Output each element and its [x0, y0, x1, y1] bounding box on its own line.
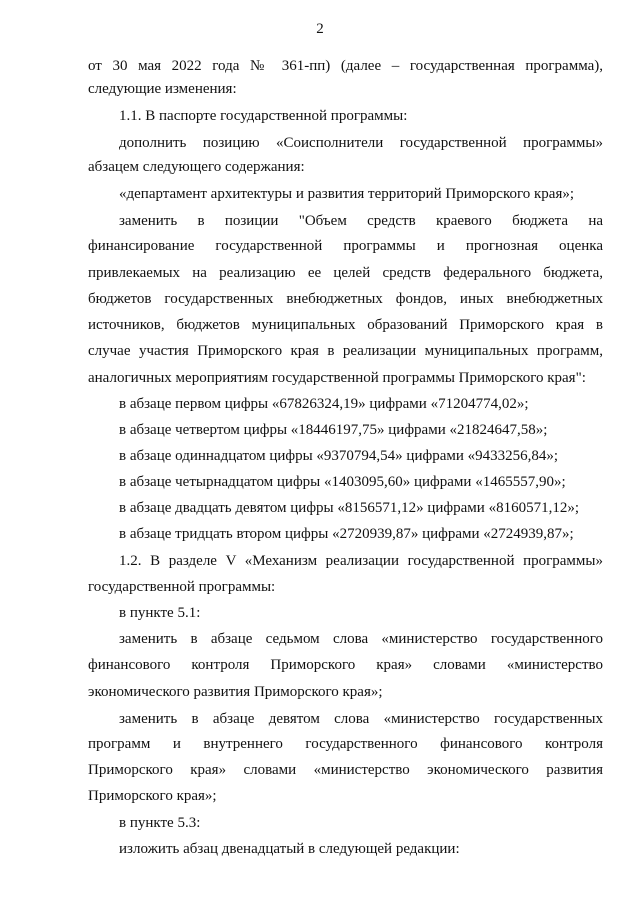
text-line: следующие изменения: [88, 81, 237, 97]
text-line: абзацем следующего содержания: [88, 159, 305, 175]
text-line: программ и внутреннего государственного финансового контроля [88, 736, 603, 752]
text-line: государственной программы: [88, 579, 276, 595]
text-line: в абзаце четырнадцатом цифры «1403095,60» цифрами «1465557,90»; [119, 474, 566, 490]
text-line: в абзаце тридцать втором цифры «2720939,87» цифрами «2724939,87»; [119, 526, 574, 542]
text-line: в абзаце двадцать девятом цифры «8156571,12» цифрами «8160571,12»; [119, 500, 579, 516]
text-line: источников, бюджетов муниципальных образований Приморского края в [88, 317, 603, 333]
text-line: изложить абзац двенадцатый в следующей редакции: [119, 841, 460, 857]
text-line: случае участия Приморского края в реализации муниципальных программ, [88, 343, 603, 359]
text-line: 1.2. В разделе V «Механизм реализации государственной программы» [119, 553, 603, 569]
text-line: Приморского края» словами «министерство экономического развития [88, 762, 603, 778]
text-line: в абзаце первом цифры «67826324,19» цифрами «71204774,02»; [119, 396, 529, 412]
text-line: 1.1. В паспорте государственной программы: [119, 108, 408, 124]
text-line: финансового контроля Приморского края» словами «министерство [88, 657, 603, 673]
text-line: Приморского края»; [88, 788, 217, 804]
text-line: заменить в абзаце седьмом слова «министерство государственного [119, 631, 603, 647]
text-line: заменить в позиции "Объем средств краевого бюджета на [119, 213, 603, 229]
text-line: экономического развития Приморского края»; [88, 684, 383, 700]
text-line: «департамент архитектуры и развития территорий Приморского края»; [119, 186, 575, 202]
text-line: привлекаемых на реализацию ее целей средств федерального бюджета, [88, 265, 603, 281]
text-line: финансирование государственной программы и прогнозная оценка [88, 238, 603, 254]
text-line: аналогичных мероприятиям государственной программы Приморского края": [88, 370, 586, 386]
text-line: дополнить позицию «Соисполнители государственной программы» [119, 135, 603, 151]
text-line: в пункте 5.3: [119, 815, 201, 831]
text-line: в пункте 5.1: [119, 605, 201, 621]
text-line: от 30 мая 2022 года № 361-пп) (далее – государственная программа), [88, 58, 603, 74]
text-line: в абзаце одиннадцатом цифры «9370794,54» цифрами «9433256,84»; [119, 448, 559, 464]
page-number: 2 [316, 21, 324, 37]
text-line: бюджетов государственных внебюджетных фондов, иных внебюджетных [88, 291, 603, 307]
text-line: в абзаце четвертом цифры «18446197,75» цифрами «21824647,58»; [119, 422, 548, 438]
text-line: заменить в абзаце девятом слова «министерство государственных [119, 711, 603, 727]
